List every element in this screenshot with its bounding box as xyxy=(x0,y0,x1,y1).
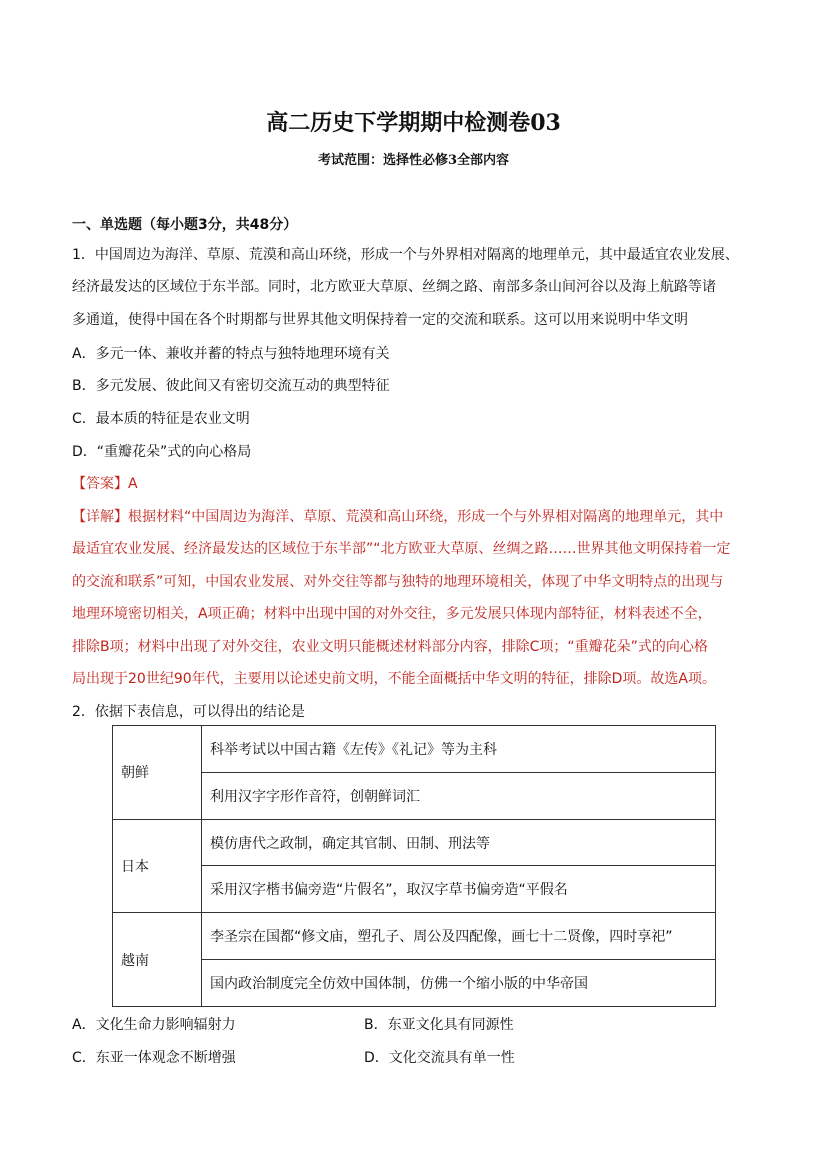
q1-stem-line-3: 多通道，使得中国在各个时期都与世界其他文明保持着一定的交流和联系。这可以用来说明中华文明 xyxy=(72,312,688,328)
table-row xyxy=(113,866,716,913)
q1-stem-line-2: 经济最发达的区域位于东半部。同时，北方欧亚大草原、丝绸之路、南部多条山间河谷以及海上航路等诸 xyxy=(72,279,716,295)
q1-option-b: B．多元发展、彼此间又有密切交流互动的典型特征 xyxy=(72,378,390,394)
q2-option-a: A．文化生命力影响辐射力 xyxy=(72,1017,236,1033)
q1-detail-line-3: 的交流和联系”可知，中国农业发展、对外交往等都与独特的地理环境相关，体现了中华文明特点的出现与 xyxy=(72,574,724,590)
info-table xyxy=(112,725,716,1007)
q1-detail-line-4: 地理环境密切相关，A项正确；材料中出现中国的对外交往，多元发展只体现内部特征，材料表述不全， xyxy=(72,606,712,622)
table-row xyxy=(113,913,716,960)
table-row xyxy=(113,726,716,773)
table-row xyxy=(113,960,716,1007)
q2-option-c: C．东亚一体观念不断增强 xyxy=(72,1050,236,1066)
table-cell: 李圣宗在国都“修文庙，塑孔子、周公及四配像，画七十二贤像，四时享祀” xyxy=(202,913,716,960)
country-cell: 朝鲜 xyxy=(113,726,202,820)
q1-answer: 【答案】A xyxy=(72,476,138,492)
q1-stem-line-1: 1．中国周边为海洋、草原、荒漠和高山环绕，形成一个与外界相对隔离的地理单元，其中最适宜农业发展、 xyxy=(72,247,739,263)
table-cell: 利用汉字字形作音符，创朝鲜词汇 xyxy=(202,772,716,819)
table-cell: 采用汉字楷书偏旁造“片假名”，取汉字草书偏旁造“平假名 xyxy=(202,866,716,913)
table-row xyxy=(113,819,716,866)
section-heading: 一、单选题（每小题3分，共48分） xyxy=(72,217,298,233)
q1-detail-line-6: 局出现于20世纪90年代，主要用以论述史前文明，不能全面概括中华文明的特征，排除D项。故选A项。 xyxy=(72,671,716,687)
q1-detail-line-5: 排除B项；材料中出现了对外交往，农业文明只能概述材料部分内容，排除C项；“重瓣花朵”式的向心格 xyxy=(72,639,708,655)
table-cell: 科举考试以中国古籍《左传》《礼记》等为主科 xyxy=(202,726,716,773)
q1-option-c: C．最本质的特征是农业文明 xyxy=(72,411,250,427)
table-cell: 模仿唐代之政制，确定其官制、田制、刑法等 xyxy=(202,819,716,866)
q1-detail-line-2: 最适宜农业发展、经济最发达的区域位于东半部”“北方欧亚大草原、丝绸之路……世界其他文明保持着一定 xyxy=(72,541,731,557)
exam-scope: 考试范围：选择性必修3全部内容 xyxy=(317,153,510,168)
country-cell: 日本 xyxy=(113,819,202,913)
table-cell: 国内政治制度完全仿效中国体制，仿佛一个缩小版的中华帝国 xyxy=(202,960,716,1007)
q2-option-b: B．东亚文化具有同源性 xyxy=(364,1017,514,1033)
q1-option-a: A．多元一体、兼收并蓄的特点与独特地理环境有关 xyxy=(72,346,390,362)
q2-stem: 2．依据下表信息，可以得出的结论是 xyxy=(72,704,305,720)
q2-option-d: D．文化交流具有单一性 xyxy=(364,1050,515,1066)
country-cell: 越南 xyxy=(113,913,202,1007)
q1-detail-line-1: 【详解】根据材料“中国周边为海洋、草原、荒漠和高山环绕，形成一个与外界相对隔离的地理单元，其中 xyxy=(72,509,724,525)
table-row xyxy=(113,772,716,819)
page-title: 高二历史下学期期中检测卷03 xyxy=(266,110,561,136)
q1-option-d: D．“重瓣花朵”式的向心格局 xyxy=(72,444,252,460)
